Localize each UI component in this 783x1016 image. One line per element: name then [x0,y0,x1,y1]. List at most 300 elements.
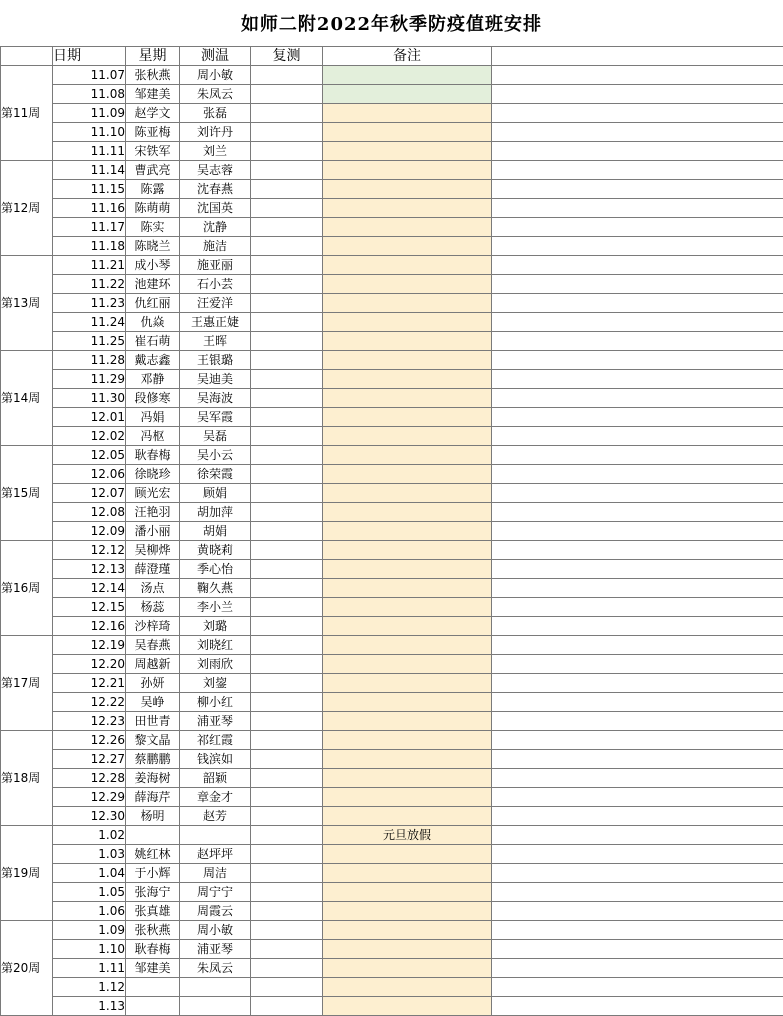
temperature-person-cell[interactable]: 鞠久燕 [180,579,251,598]
week-label-cell[interactable]: 第15周 [1,446,53,541]
note-cell[interactable] [323,579,492,598]
duty-person-cell[interactable]: 成小琴 [126,256,180,275]
empty-cell[interactable] [492,427,783,446]
retest-cell[interactable] [251,864,323,883]
retest-cell[interactable] [251,522,323,541]
retest-cell[interactable] [251,788,323,807]
duty-person-cell[interactable]: 冯枢 [126,427,180,446]
retest-cell[interactable] [251,617,323,636]
note-cell[interactable] [323,769,492,788]
retest-cell[interactable] [251,940,323,959]
date-cell[interactable]: 11.15 [53,180,126,199]
temperature-person-cell[interactable]: 浦亚琴 [180,712,251,731]
date-cell[interactable]: 12.22 [53,693,126,712]
empty-cell[interactable] [492,465,783,484]
temperature-person-cell[interactable]: 刘许丹 [180,123,251,142]
note-cell[interactable] [323,636,492,655]
retest-cell[interactable] [251,674,323,693]
retest-cell[interactable] [251,712,323,731]
duty-person-cell[interactable]: 耿春梅 [126,940,180,959]
retest-cell[interactable] [251,294,323,313]
empty-cell[interactable] [492,845,783,864]
retest-cell[interactable] [251,845,323,864]
empty-cell[interactable] [492,788,783,807]
duty-person-cell[interactable]: 陈露 [126,180,180,199]
temperature-person-cell[interactable]: 石小芸 [180,275,251,294]
note-cell[interactable] [323,655,492,674]
retest-cell[interactable] [251,997,323,1016]
note-cell[interactable] [323,66,492,85]
header-temp[interactable]: 测温 [180,47,251,66]
date-cell[interactable]: 1.05 [53,883,126,902]
duty-person-cell[interactable]: 陈萌萌 [126,199,180,218]
date-cell[interactable]: 1.10 [53,940,126,959]
retest-cell[interactable] [251,408,323,427]
temperature-person-cell[interactable]: 王银璐 [180,351,251,370]
temperature-person-cell[interactable]: 朱凤云 [180,85,251,104]
duty-person-cell[interactable]: 黎文晶 [126,731,180,750]
note-cell[interactable] [323,788,492,807]
temperature-person-cell[interactable]: 施亚丽 [180,256,251,275]
date-cell[interactable]: 11.09 [53,104,126,123]
empty-cell[interactable] [492,503,783,522]
date-cell[interactable]: 11.25 [53,332,126,351]
temperature-person-cell[interactable]: 胡加萍 [180,503,251,522]
date-cell[interactable]: 11.29 [53,370,126,389]
empty-cell[interactable] [492,636,783,655]
empty-cell[interactable] [492,769,783,788]
note-cell[interactable] [323,541,492,560]
empty-cell[interactable] [492,370,783,389]
note-cell[interactable] [323,845,492,864]
date-cell[interactable]: 11.23 [53,294,126,313]
retest-cell[interactable] [251,218,323,237]
empty-cell[interactable] [492,408,783,427]
date-cell[interactable]: 12.19 [53,636,126,655]
note-cell[interactable]: 元旦放假 [323,826,492,845]
note-cell[interactable] [323,218,492,237]
temperature-person-cell[interactable] [180,978,251,997]
date-cell[interactable]: 12.06 [53,465,126,484]
date-cell[interactable]: 12.02 [53,427,126,446]
date-cell[interactable]: 11.18 [53,237,126,256]
duty-person-cell[interactable]: 沙梓琦 [126,617,180,636]
temperature-person-cell[interactable]: 季心怡 [180,560,251,579]
empty-cell[interactable] [492,598,783,617]
duty-person-cell[interactable]: 张真雄 [126,902,180,921]
note-cell[interactable] [323,484,492,503]
duty-person-cell[interactable]: 张秋燕 [126,921,180,940]
date-cell[interactable]: 1.04 [53,864,126,883]
retest-cell[interactable] [251,978,323,997]
date-cell[interactable]: 11.14 [53,161,126,180]
duty-person-cell[interactable]: 邹建美 [126,85,180,104]
note-cell[interactable] [323,997,492,1016]
duty-person-cell[interactable]: 薛海芹 [126,788,180,807]
retest-cell[interactable] [251,807,323,826]
note-cell[interactable] [323,199,492,218]
empty-cell[interactable] [492,522,783,541]
retest-cell[interactable] [251,351,323,370]
duty-person-cell[interactable] [126,978,180,997]
date-cell[interactable]: 12.21 [53,674,126,693]
duty-person-cell[interactable]: 戴志鑫 [126,351,180,370]
duty-person-cell[interactable]: 吴柳烨 [126,541,180,560]
date-cell[interactable]: 12.12 [53,541,126,560]
temperature-person-cell[interactable]: 周洁 [180,864,251,883]
note-cell[interactable] [323,731,492,750]
empty-cell[interactable] [492,85,783,104]
note-cell[interactable] [323,275,492,294]
temperature-person-cell[interactable]: 周宁宁 [180,883,251,902]
note-cell[interactable] [323,85,492,104]
retest-cell[interactable] [251,579,323,598]
temperature-person-cell[interactable]: 赵坪坪 [180,845,251,864]
retest-cell[interactable] [251,180,323,199]
note-cell[interactable] [323,693,492,712]
temperature-person-cell[interactable]: 吴磊 [180,427,251,446]
note-cell[interactable] [323,921,492,940]
note-cell[interactable] [323,674,492,693]
empty-cell[interactable] [492,294,783,313]
empty-cell[interactable] [492,826,783,845]
retest-cell[interactable] [251,484,323,503]
note-cell[interactable] [323,465,492,484]
week-label-cell[interactable]: 第14周 [1,351,53,446]
date-cell[interactable]: 12.01 [53,408,126,427]
empty-cell[interactable] [492,123,783,142]
date-cell[interactable]: 12.08 [53,503,126,522]
empty-cell[interactable] [492,142,783,161]
duty-person-cell[interactable]: 顾光宏 [126,484,180,503]
date-cell[interactable]: 12.27 [53,750,126,769]
duty-person-cell[interactable]: 段修寒 [126,389,180,408]
retest-cell[interactable] [251,446,323,465]
note-cell[interactable] [323,959,492,978]
empty-cell[interactable] [492,674,783,693]
header-day[interactable]: 星期 [126,47,180,66]
week-label-cell[interactable]: 第19周 [1,826,53,921]
retest-cell[interactable] [251,313,323,332]
temperature-person-cell[interactable]: 柳小红 [180,693,251,712]
empty-cell[interactable] [492,199,783,218]
empty-cell[interactable] [492,389,783,408]
retest-cell[interactable] [251,902,323,921]
week-label-cell[interactable]: 第13周 [1,256,53,351]
empty-cell[interactable] [492,351,783,370]
note-cell[interactable] [323,389,492,408]
temperature-person-cell[interactable]: 黄晓莉 [180,541,251,560]
retest-cell[interactable] [251,636,323,655]
empty-cell[interactable] [492,693,783,712]
retest-cell[interactable] [251,332,323,351]
duty-person-cell[interactable]: 姜海树 [126,769,180,788]
empty-cell[interactable] [492,940,783,959]
empty-cell[interactable] [492,712,783,731]
note-cell[interactable] [323,503,492,522]
duty-person-cell[interactable] [126,997,180,1016]
date-cell[interactable]: 1.02 [53,826,126,845]
date-cell[interactable]: 12.13 [53,560,126,579]
duty-person-cell[interactable]: 姚红林 [126,845,180,864]
temperature-person-cell[interactable]: 朱凤云 [180,959,251,978]
retest-cell[interactable] [251,921,323,940]
retest-cell[interactable] [251,370,323,389]
duty-person-cell[interactable]: 邹建美 [126,959,180,978]
retest-cell[interactable] [251,769,323,788]
temperature-person-cell[interactable]: 祁红霞 [180,731,251,750]
date-cell[interactable]: 12.15 [53,598,126,617]
empty-cell[interactable] [492,66,783,85]
temperature-person-cell[interactable]: 刘兰 [180,142,251,161]
temperature-person-cell[interactable]: 吴小云 [180,446,251,465]
empty-cell[interactable] [492,541,783,560]
date-cell[interactable]: 12.09 [53,522,126,541]
duty-person-cell[interactable]: 吴春燕 [126,636,180,655]
empty-cell[interactable] [492,731,783,750]
week-label-cell[interactable]: 第12周 [1,161,53,256]
duty-person-cell[interactable]: 宋铁军 [126,142,180,161]
date-cell[interactable]: 11.30 [53,389,126,408]
duty-person-cell[interactable]: 汤点 [126,579,180,598]
date-cell[interactable]: 1.06 [53,902,126,921]
temperature-person-cell[interactable]: 刘璐 [180,617,251,636]
duty-person-cell[interactable]: 邓静 [126,370,180,389]
duty-person-cell[interactable]: 陈亚梅 [126,123,180,142]
temperature-person-cell[interactable]: 周小敏 [180,66,251,85]
date-cell[interactable]: 12.30 [53,807,126,826]
duty-person-cell[interactable]: 薛澄瑾 [126,560,180,579]
duty-person-cell[interactable]: 蔡鹏鹏 [126,750,180,769]
note-cell[interactable] [323,864,492,883]
note-cell[interactable] [323,883,492,902]
duty-person-cell[interactable]: 池建环 [126,275,180,294]
retest-cell[interactable] [251,123,323,142]
duty-person-cell[interactable]: 孙妍 [126,674,180,693]
retest-cell[interactable] [251,85,323,104]
note-cell[interactable] [323,750,492,769]
empty-cell[interactable] [492,237,783,256]
empty-cell[interactable] [492,484,783,503]
note-cell[interactable] [323,294,492,313]
note-cell[interactable] [323,807,492,826]
duty-person-cell[interactable]: 汪艳羽 [126,503,180,522]
duty-person-cell[interactable]: 耿春梅 [126,446,180,465]
note-cell[interactable] [323,104,492,123]
temperature-person-cell[interactable]: 浦亚琴 [180,940,251,959]
date-cell[interactable]: 11.07 [53,66,126,85]
week-label-cell[interactable]: 第11周 [1,66,53,161]
note-cell[interactable] [323,712,492,731]
duty-person-cell[interactable]: 杨明 [126,807,180,826]
retest-cell[interactable] [251,161,323,180]
temperature-person-cell[interactable]: 吴海波 [180,389,251,408]
retest-cell[interactable] [251,256,323,275]
empty-cell[interactable] [492,921,783,940]
empty-cell[interactable] [492,655,783,674]
week-label-cell[interactable]: 第16周 [1,541,53,636]
date-cell[interactable]: 12.29 [53,788,126,807]
temperature-person-cell[interactable]: 李小兰 [180,598,251,617]
duty-person-cell[interactable]: 张秋燕 [126,66,180,85]
empty-cell[interactable] [492,180,783,199]
retest-cell[interactable] [251,503,323,522]
retest-cell[interactable] [251,389,323,408]
duty-person-cell[interactable]: 杨蕊 [126,598,180,617]
empty-cell[interactable] [492,902,783,921]
empty-cell[interactable] [492,560,783,579]
duty-person-cell[interactable]: 徐晓珍 [126,465,180,484]
date-cell[interactable]: 12.16 [53,617,126,636]
date-cell[interactable]: 11.16 [53,199,126,218]
note-cell[interactable] [323,370,492,389]
duty-person-cell[interactable]: 吴峥 [126,693,180,712]
retest-cell[interactable] [251,275,323,294]
temperature-person-cell[interactable]: 章金才 [180,788,251,807]
note-cell[interactable] [323,446,492,465]
temperature-person-cell[interactable] [180,997,251,1016]
note-cell[interactable] [323,123,492,142]
note-cell[interactable] [323,560,492,579]
note-cell[interactable] [323,522,492,541]
note-cell[interactable] [323,180,492,199]
temperature-person-cell[interactable]: 韶颖 [180,769,251,788]
empty-cell[interactable] [492,997,783,1016]
temperature-person-cell[interactable]: 吴军霞 [180,408,251,427]
retest-cell[interactable] [251,142,323,161]
retest-cell[interactable] [251,883,323,902]
empty-cell[interactable] [492,313,783,332]
header-note[interactable]: 备注 [323,47,492,66]
duty-person-cell[interactable]: 潘小丽 [126,522,180,541]
retest-cell[interactable] [251,826,323,845]
retest-cell[interactable] [251,66,323,85]
note-cell[interactable] [323,617,492,636]
date-cell[interactable]: 12.23 [53,712,126,731]
retest-cell[interactable] [251,693,323,712]
date-cell[interactable]: 12.20 [53,655,126,674]
temperature-person-cell[interactable]: 王晖 [180,332,251,351]
date-cell[interactable]: 1.12 [53,978,126,997]
duty-person-cell[interactable] [126,826,180,845]
empty-cell[interactable] [492,617,783,636]
retest-cell[interactable] [251,655,323,674]
temperature-person-cell[interactable]: 沈春燕 [180,180,251,199]
temperature-person-cell[interactable]: 吴志蓉 [180,161,251,180]
retest-cell[interactable] [251,750,323,769]
note-cell[interactable] [323,940,492,959]
date-cell[interactable]: 1.03 [53,845,126,864]
duty-person-cell[interactable]: 于小辉 [126,864,180,883]
duty-person-cell[interactable]: 陈实 [126,218,180,237]
duty-person-cell[interactable]: 曹武亮 [126,161,180,180]
retest-cell[interactable] [251,731,323,750]
note-cell[interactable] [323,161,492,180]
header-retest[interactable]: 复测 [251,47,323,66]
retest-cell[interactable] [251,427,323,446]
temperature-person-cell[interactable]: 周小敏 [180,921,251,940]
retest-cell[interactable] [251,199,323,218]
date-cell[interactable]: 11.10 [53,123,126,142]
date-cell[interactable]: 12.14 [53,579,126,598]
note-cell[interactable] [323,142,492,161]
empty-cell[interactable] [492,864,783,883]
duty-person-cell[interactable]: 冯娟 [126,408,180,427]
empty-cell[interactable] [492,807,783,826]
temperature-person-cell[interactable]: 吴迪美 [180,370,251,389]
temperature-person-cell[interactable]: 刘鋆 [180,674,251,693]
date-cell[interactable]: 12.28 [53,769,126,788]
empty-cell[interactable] [492,256,783,275]
date-cell[interactable]: 1.09 [53,921,126,940]
temperature-person-cell[interactable]: 王惠正婕 [180,313,251,332]
date-cell[interactable]: 11.17 [53,218,126,237]
temperature-person-cell[interactable]: 周霞云 [180,902,251,921]
temperature-person-cell[interactable]: 赵芳 [180,807,251,826]
temperature-person-cell[interactable]: 顾娟 [180,484,251,503]
temperature-person-cell[interactable]: 汪爱洋 [180,294,251,313]
empty-cell[interactable] [492,218,783,237]
duty-person-cell[interactable]: 崔石萌 [126,332,180,351]
week-label-cell[interactable]: 第20周 [1,921,53,1016]
note-cell[interactable] [323,351,492,370]
note-cell[interactable] [323,332,492,351]
week-label-cell[interactable]: 第18周 [1,731,53,826]
date-cell[interactable]: 12.26 [53,731,126,750]
note-cell[interactable] [323,427,492,446]
retest-cell[interactable] [251,465,323,484]
date-cell[interactable]: 11.11 [53,142,126,161]
retest-cell[interactable] [251,104,323,123]
empty-cell[interactable] [492,579,783,598]
temperature-person-cell[interactable]: 张磊 [180,104,251,123]
date-cell[interactable]: 11.28 [53,351,126,370]
empty-cell[interactable] [492,959,783,978]
date-cell[interactable]: 11.08 [53,85,126,104]
note-cell[interactable] [323,978,492,997]
retest-cell[interactable] [251,598,323,617]
date-cell[interactable]: 1.13 [53,997,126,1016]
temperature-person-cell[interactable]: 刘晓红 [180,636,251,655]
retest-cell[interactable] [251,560,323,579]
duty-person-cell[interactable]: 周越新 [126,655,180,674]
date-cell[interactable]: 1.11 [53,959,126,978]
empty-cell[interactable] [492,275,783,294]
date-cell[interactable]: 11.24 [53,313,126,332]
note-cell[interactable] [323,256,492,275]
duty-person-cell[interactable]: 张海宁 [126,883,180,902]
empty-cell[interactable] [492,883,783,902]
temperature-person-cell[interactable] [180,826,251,845]
duty-person-cell[interactable]: 仇焱 [126,313,180,332]
empty-cell[interactable] [492,47,783,66]
date-cell[interactable]: 11.21 [53,256,126,275]
temperature-person-cell[interactable]: 刘雨欣 [180,655,251,674]
temperature-person-cell[interactable]: 施洁 [180,237,251,256]
empty-cell[interactable] [492,104,783,123]
retest-cell[interactable] [251,959,323,978]
empty-cell[interactable] [492,446,783,465]
duty-person-cell[interactable]: 仇红丽 [126,294,180,313]
empty-cell[interactable] [492,161,783,180]
date-cell[interactable]: 12.05 [53,446,126,465]
header-date[interactable]: 日期 [53,47,126,66]
temperature-person-cell[interactable]: 沈国英 [180,199,251,218]
note-cell[interactable] [323,408,492,427]
temperature-person-cell[interactable]: 钱滨如 [180,750,251,769]
note-cell[interactable] [323,313,492,332]
note-cell[interactable] [323,598,492,617]
